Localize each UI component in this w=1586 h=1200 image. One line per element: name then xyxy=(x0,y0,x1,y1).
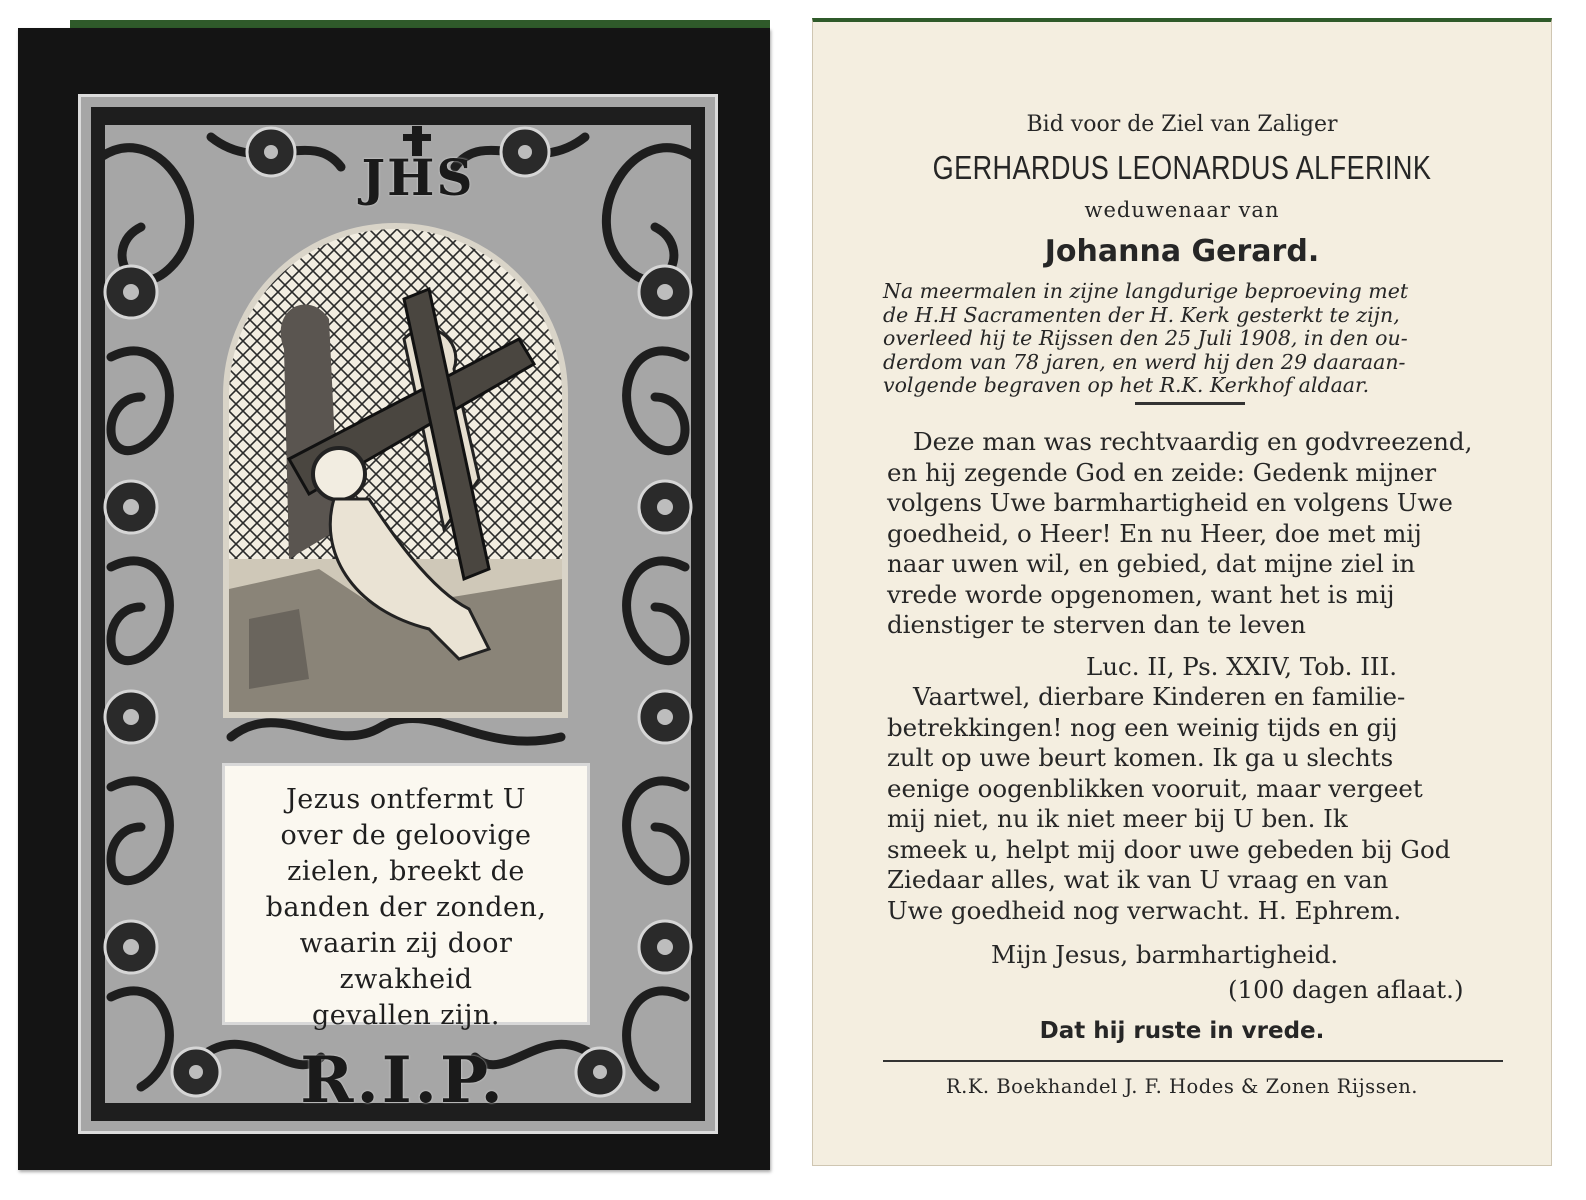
biography-line: volgende begraven op het R.K. Kerkhof aldaar. xyxy=(883,373,1370,397)
memorial-card-back xyxy=(812,18,1552,1166)
farewell-line: mij niet, nu ik niet meer bij U ben. Ik xyxy=(887,804,1348,833)
footer-divider xyxy=(883,1060,1503,1062)
farewell-line: eenige oogenblikken vooruit, maar vergeet xyxy=(887,773,1423,803)
closing-line: Dat hij ruste in vrede. xyxy=(1039,1018,1325,1044)
invocation: Mijn Jesus, barmhartigheid. xyxy=(991,940,1339,969)
spouse-name: Johanna Gerard. xyxy=(1044,234,1320,269)
farewell-line: smeek u, helpt mij door uwe gebeden bij God xyxy=(887,834,1451,864)
scripture-line: en hij zegende God en zeide: Gedenk mijner xyxy=(887,457,1437,487)
cross-bar xyxy=(403,134,431,141)
devotional-engraving xyxy=(223,223,568,718)
farewell-passage xyxy=(887,682,1451,926)
memorial-card-front xyxy=(18,28,770,1170)
prayer-panel xyxy=(222,763,590,1031)
deceased-name: GERHARDUS LEONARDUS ALFERINK xyxy=(932,149,1432,186)
prayer-line: gevallen zijn. xyxy=(311,1000,501,1031)
scripture-line: Deze man was rechtvaardig en godvreezend, xyxy=(913,427,1473,456)
scripture-line: naar uwen wil, en gebied, dat mijne ziel in xyxy=(887,549,1416,578)
scripture-line: vrede worde opgenomen, want het is mij xyxy=(887,579,1395,609)
prayer-line: waarin zij door xyxy=(299,928,513,959)
widower-line: weduwenaar van xyxy=(1084,198,1280,222)
scripture-reference: Luc. II, Ps. XXIV, Tob. III. xyxy=(1086,652,1398,681)
scripture-line: goedheid, o Heer! En nu Heer, doe met mij xyxy=(887,518,1422,548)
farewell-line: zult op uwe beurt komen. Ik ga u slechts xyxy=(887,743,1394,772)
scripture-line: dienstiger te sterven dan te leven xyxy=(887,610,1306,639)
indulgence-note: (100 dagen aflaat.) xyxy=(1228,975,1464,1004)
intro-line: Bid voor de Ziel van Zaliger xyxy=(1026,112,1338,137)
biography-line: de H.H Sacramenten der H. Kerk gesterkt te zijn, xyxy=(883,302,1400,327)
farewell-line: Ziedaar alles, wat ik van U vraag en van xyxy=(887,865,1389,894)
prayer-line: zwakheid xyxy=(339,964,473,995)
printer-imprint: R.K. Boekhandel J. F. Hodes & Zonen Rijssen. xyxy=(945,1075,1418,1098)
rip-inscription: R.I.P. xyxy=(300,1043,506,1118)
monogram: JHS xyxy=(361,148,475,207)
biography xyxy=(883,280,1515,398)
prayer-line: banden der zonden, xyxy=(265,892,547,923)
prayer-line: zielen, breekt de xyxy=(287,856,525,887)
biography-line: Na meermalen in zijne langdurige beproeving met xyxy=(883,279,1409,303)
farewell-line: Uwe goedheid nog verwacht. H. Ephrem. xyxy=(887,895,1402,925)
farewell-line: betrekkingen! nog een weinig tijds en gij xyxy=(887,712,1398,742)
christ-carrying-cross-icon xyxy=(229,229,562,712)
prayer-line: Jezus ontfermt U xyxy=(285,784,527,815)
prayer-line: over de geloovige xyxy=(280,820,532,851)
short-divider xyxy=(1135,402,1245,405)
biography-line: overleed hij te Rijssen den 25 Juli 1908, in den ou- xyxy=(883,326,1408,350)
farewell-line: Vaartwel, dierbare Kinderen en familie- xyxy=(913,682,1406,711)
scripture-line: volgens Uwe barmhartigheid en volgens Uwe xyxy=(887,488,1453,517)
biography-line: derdom van 78 jaren, en werd hij den 29 daaraan- xyxy=(883,349,1406,374)
scripture-passage xyxy=(887,427,1473,641)
